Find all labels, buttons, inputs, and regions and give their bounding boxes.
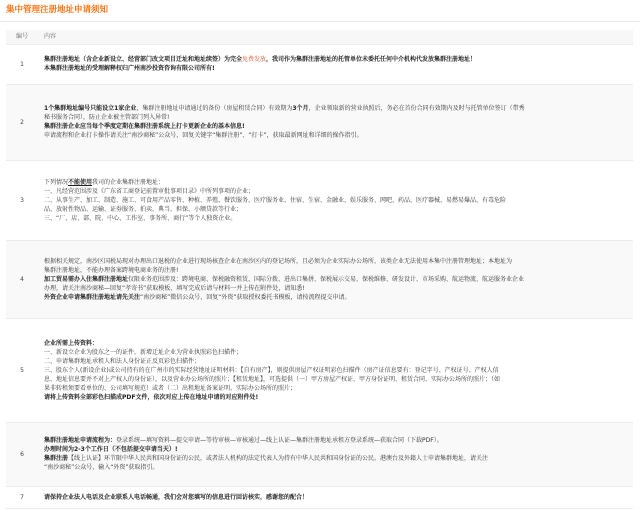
content-line [44, 187, 627, 196]
text-run: ，我司作为集群注册地址的托管单位未委托任何中介机构代发放集群注册地址！ [266, 56, 477, 63]
text-run: 一、新设立企业为股东之一的证件，新增迁址企业为营业执照彩色扫描件； [44, 348, 243, 356]
text-run: 根据相关规定，南沙区国税局现对办理出口退税的企业进行现场核查企业在南沙区内的登记场所，且必须为企业实际办公场所，该类企业无法使用本集中注册管理地址；本地址为 [44, 257, 513, 265]
text-run: 1个集群地址编号只能设立1家企业 [44, 105, 137, 112]
text-run: 不能使用 [68, 178, 93, 186]
row-content [38, 486, 633, 508]
text-run: 集群注册地址（含企业新设立、经营部门改文项目迁址和地址续签）为完全 [44, 56, 243, 63]
table-row [6, 486, 633, 508]
text-run: 企业所需上传资料： [44, 339, 99, 347]
text-run: 集群注册 [44, 455, 69, 462]
text-run: 集群注册地址，不能办理备案跨境电商业务的注册! [44, 266, 179, 274]
row-number: 5 [6, 318, 38, 422]
row-number: 2 [6, 84, 38, 160]
text-run: 办理时间为2-3个工作日（不包括提交申请当天）! [44, 446, 178, 453]
table-row [6, 240, 633, 318]
row-number: 1 [6, 44, 38, 84]
table-row [6, 84, 633, 160]
content-line [44, 64, 627, 73]
text-run: 办理，请关注南沙商秘—回复“孝寄书”获取模板，填写完成后请与材料一并上传在附件处，请知悉! [44, 284, 305, 292]
content-line [44, 104, 627, 113]
content-line [44, 122, 627, 131]
text-run: 仅限业务范围涉及：跨境电商、保税融资租赁、国际分拨、进出口集拼、保税展示交易、保税维修、研发设计、市场采购、航运物流、航运服务业企业 [128, 275, 525, 283]
text-run: 集群注册企业应当每个季度定期在集群注册系统上打卡更新企业的基本信息! [44, 123, 245, 130]
notice-table [6, 30, 633, 509]
column-header-number: 编号 [6, 30, 38, 44]
row-content [38, 84, 633, 160]
row-content [38, 160, 633, 240]
content-line [44, 205, 627, 214]
content-line [44, 463, 627, 472]
content-line [44, 436, 627, 445]
text-run: 三、股东个人(新设企业)或公司持有的在广州市的实际经营地址证明材料：【自有房产】，则提供房屋产权证明彩色扫描件（房产证信息要有：登记字号、产权证号、产权人信 [44, 366, 499, 374]
text-run: ，企业领取新的营业执照后，务必在首份合同有效期内及时与托管单位签订（带秀 [308, 105, 525, 112]
content-line [44, 55, 627, 64]
text-run: 品、放射性物品、运输、证券服务、拍卖、典当、担保、小额贷款等行业； [44, 205, 243, 213]
row-number: 3 [6, 160, 38, 240]
row-content [38, 240, 633, 318]
content-line [44, 293, 627, 302]
content-line [44, 357, 627, 366]
row-number: 4 [6, 240, 38, 318]
column-header-content: 内容 [38, 30, 633, 44]
table-row [6, 422, 633, 486]
content-line [44, 348, 627, 357]
text-run: 外资企业申请集群注册地址请先关注 [44, 293, 141, 301]
table-row [6, 318, 633, 422]
text-run: 免费发放 [242, 56, 267, 63]
table-header-row [6, 30, 633, 44]
text-run: “南沙商秘”微信公众号，回复“外资”获取授权委托书模板，请按流程提交申请。 [140, 293, 351, 301]
text-run: 请将上传资料全部彩色扫描成PDF文件，依次对应上传在地址申请的对应附件处! [44, 393, 259, 401]
table-body [6, 44, 633, 508]
content-line [44, 214, 627, 223]
text-run: 秘书服务合同），防止企业被主管部门列入异常! [44, 114, 170, 121]
text-run: 我司的企业集群注册地址： [92, 178, 165, 186]
text-run: 3个月 [292, 105, 309, 112]
text-run: 二、从事生产、加工、制造、施工、可食用产品零售、种植、养殖、餐饮服务、医疗服务业、住宿、生宿、金融业、娱乐服务、网吧、药品、医疗器械、易燃易爆品、有毒危险 [44, 196, 507, 204]
text-run: 加工贸易需办入住集群注册地址 [44, 275, 129, 283]
content-line [44, 339, 627, 348]
content-line [44, 445, 627, 454]
text-run: 本集群注册地址的受理解释权归广州南沙投资咨询有限公司所有! [44, 65, 215, 72]
content-line [44, 131, 627, 140]
row-content [38, 422, 633, 486]
content-line [44, 178, 627, 187]
content-line [44, 284, 627, 293]
row-content [38, 318, 633, 422]
content-line [44, 266, 627, 275]
row-content [38, 44, 633, 84]
content-line [44, 275, 627, 284]
content-line [44, 454, 627, 463]
text-run: 果非转租须要看单位的、公司填写规范）或者（二）出租地址备案证明、实际办公场所的照片； [44, 384, 297, 392]
content-line [44, 113, 627, 122]
text-run: 集群注册地址申请流程为： [44, 437, 117, 444]
text-run: ，集群注册地址申请通过的备份（房屋租赁合同）有效期为 [136, 105, 293, 112]
content-line [44, 366, 627, 375]
content-line [44, 384, 627, 393]
text-run: 【线上认证】环节限中华人民共和国身份证的公民，或者法人机构的法定代表人为持有中华人民共和国身份证的公民。港澳台及外籍人士申请集群地址，请关注 [68, 455, 489, 462]
table-row [6, 44, 633, 84]
text-run: 下列情况 [44, 178, 69, 186]
text-run: 二、申请集群地址承租人和法人身份证正反页彩色扫描件； [44, 357, 201, 365]
content-line [44, 375, 627, 384]
page-header [0, 0, 640, 22]
text-run: 申请流程和企业打卡操作请关注“南沙商秘”公众号，回复关键字“集群注册”、“打卡”，获取最新网址和详细的操作指引。 [44, 132, 363, 139]
row-number: 6 [6, 422, 38, 486]
text-run: 三、“厂、店、部、院、中心、工作室、事务所、商行”等个人独资企业。 [44, 214, 237, 222]
content-line [44, 196, 627, 205]
text-run: 息、地址信息要并不对上产权人的身份证），以及营业办公场所的照片；【租赁地址】，可选提供（一）甲方房屋产权证、甲方身份证明、租赁合同、实际办公场所的照片；（如 [44, 375, 501, 383]
content-line [44, 257, 627, 266]
table-row [6, 160, 633, 240]
text-run: 登录系统—填写资料—提交申请—等待审核—审核通过—线上认证—集群注册地址承租方登录系统—获取合同（下载PDF）。 [116, 437, 443, 444]
content-line [44, 393, 627, 402]
page-title: 集中管理注册地址申请须知 [6, 5, 109, 15]
content-line [44, 493, 627, 502]
text-run: 请保持企业法人电话及企业联系人电话畅通，我们会对您填写的信息进行回访核实，感谢您的配合！ [44, 493, 309, 501]
text-run: 一、凡经营范围涉及《广东省工商登记前置审批事项目录》中所列事项的企业； [44, 187, 255, 195]
text-run: “南沙商秘”公众号，输入“外资”获取指引。 [44, 464, 159, 471]
row-number: 7 [6, 486, 38, 508]
